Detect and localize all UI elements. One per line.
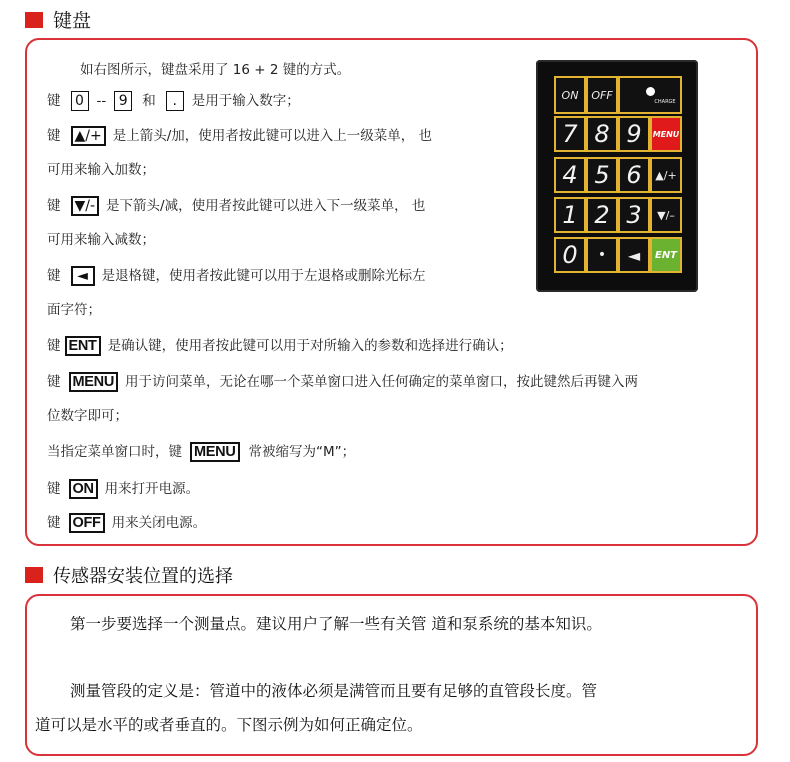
section-header-sensor: [25, 562, 233, 588]
section-title: 键盘: [53, 10, 92, 32]
keypad-4: 4: [554, 157, 586, 193]
line-prefix: 键: [47, 128, 61, 144]
line-desc: 是下箭头/减，使用者按此键可以进入下一级菜单， 也: [106, 198, 426, 214]
keypad-off: OFF: [586, 76, 618, 114]
line-prefix: 键: [47, 515, 61, 531]
line-desc: 是确认键，使用者按此键可以用于对所输入的参数和选择进行确认；: [107, 338, 513, 354]
line-back-cont: [47, 301, 101, 319]
line-menu: [47, 372, 638, 392]
section-marker-icon: [25, 567, 43, 583]
line-menu-cont: [47, 407, 128, 425]
sensor-para-2b: 道可以是水平的或者垂直的。下图示例为如何正确定位。: [35, 716, 423, 734]
line-off: [47, 513, 206, 533]
line-down: [47, 196, 425, 216]
keypad-on: ON: [554, 76, 586, 114]
line-desc: 用于访问菜单，无论在哪一个菜单窗口进入任何确定的菜单窗口，按此键然后再键入两: [125, 374, 638, 390]
key-0: 0: [71, 91, 89, 111]
line-prefix: 键: [47, 374, 61, 390]
line-desc: 是退格键，使用者按此键可以用于左退格或删除光标左: [101, 268, 426, 284]
keypad-ent: ENT: [650, 237, 682, 273]
line-desc: 常被缩写为“M”；: [248, 444, 356, 460]
key-down-minus: ▼/-: [71, 196, 100, 216]
line-prefix: 键: [47, 268, 61, 284]
key-backspace: ◄: [71, 266, 95, 286]
key-menu: MENU: [190, 442, 240, 462]
keypad-0: 0: [554, 237, 586, 273]
and-text: 和: [142, 93, 156, 109]
section-marker-icon: [25, 12, 43, 28]
key-on: ON: [69, 479, 98, 499]
key-9: 9: [114, 91, 132, 111]
line-down-cont: [47, 231, 155, 249]
line-desc: 是用于输入数字；: [191, 93, 300, 109]
line-prefix: 键: [47, 338, 61, 354]
line-ent: [47, 336, 513, 356]
keypad-up-plus: ▲/+: [650, 157, 682, 193]
line-on: [47, 479, 199, 499]
keypad-2: 2: [586, 197, 618, 233]
line-cont: 可用来输入加数；: [47, 162, 155, 178]
line-up-cont: [47, 161, 155, 179]
line-desc: 是上箭头/加，使用者按此键可以进入上一级菜单， 也: [112, 128, 433, 144]
keypad-illustration: [536, 60, 698, 292]
line-prefix: 键: [47, 481, 61, 497]
line-desc: 用来打开电源。: [104, 481, 200, 497]
line-cont: 位数字即可；: [47, 408, 128, 424]
intro-text: [80, 61, 350, 79]
line-cont: 面字符；: [47, 302, 101, 318]
intro-label: 如右图所示，键盘采用了 16 + 2 键的方式。: [80, 62, 351, 78]
keypad-6: 6: [618, 157, 650, 193]
keypad-5: 5: [586, 157, 618, 193]
line-desc: 用来关闭电源。: [111, 515, 207, 531]
keypad-9: 9: [618, 116, 650, 152]
line-back: [47, 266, 426, 286]
key-off: OFF: [69, 513, 105, 533]
keypad-1: 1: [554, 197, 586, 233]
section-title: 传感器安装位置的选择: [53, 566, 233, 587]
line-up: [47, 126, 432, 146]
keypad-8: 8: [586, 116, 618, 152]
line-prefix: 当指定菜单窗口时，键: [47, 444, 182, 460]
key-up-plus: ▲/+: [71, 126, 106, 146]
key-dot: .: [166, 91, 184, 111]
line-prefix: 键: [47, 93, 61, 109]
keypad-back-icon: ◄: [618, 237, 650, 273]
section-header-keyboard: [25, 6, 91, 33]
charge-led-icon: [646, 87, 655, 96]
sensor-para-1: 第一步要选择一个测量点。建议用户了解一些有关管 道和泵系统的基本知识。: [70, 615, 602, 633]
keypad-charge: [618, 76, 682, 114]
key-ent: ENT: [65, 336, 101, 356]
sensor-para-2a: 测量管段的定义是：管道中的液体必须是满管而且要有足够的直管段长度。管: [70, 682, 598, 700]
keypad-7: 7: [554, 116, 586, 152]
line-digits: [47, 91, 300, 111]
key-menu: MENU: [69, 372, 119, 392]
keypad-3: 3: [618, 197, 650, 233]
line-cont: 可用来输入减数；: [47, 232, 155, 248]
keypad-menu: MENU: [650, 116, 682, 152]
keypad-dot: •: [586, 237, 618, 273]
line-abbr: [47, 442, 355, 462]
line-prefix: 键: [47, 198, 61, 214]
range-dash: --: [96, 93, 107, 109]
keypad-down-minus: ▼/–: [650, 197, 682, 233]
charge-label: CHARGE: [654, 99, 676, 105]
